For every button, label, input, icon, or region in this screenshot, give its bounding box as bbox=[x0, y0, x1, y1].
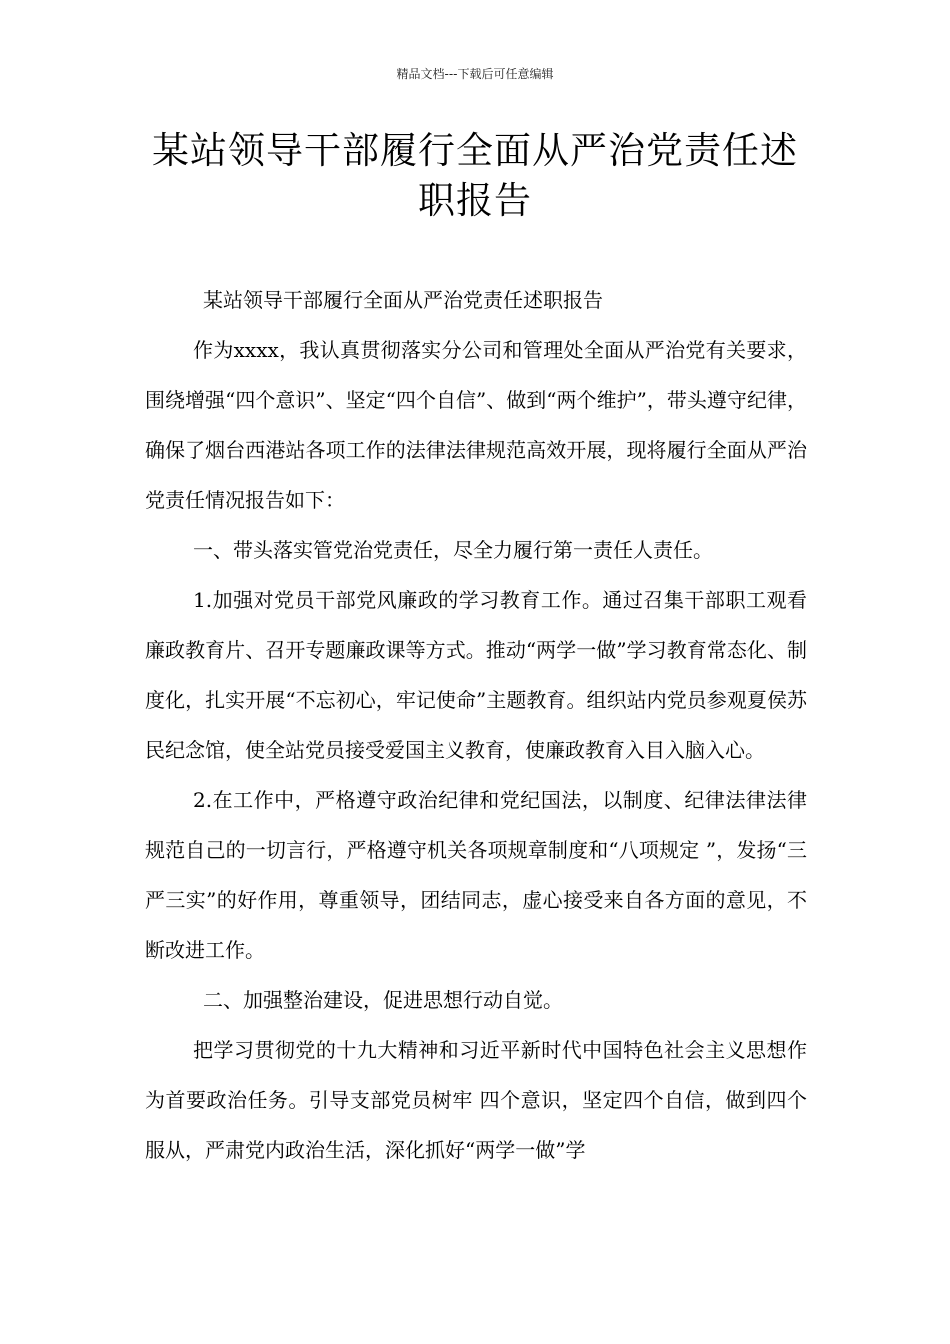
paragraph-item-2: 2.在工作中，严格遵守政治纪律和党纪国法，以制度、纪律法律法律规范自己的一切言行，严格遵守机关各项规章制度和“八项规定 ”，发扬“三严三实”的好作用，尊重领导，团结同志，虚心接受来自各方面的意见，不断改进工作。 bbox=[145, 788, 807, 962]
section-heading-1: 一、带头落实管党治党责任，尽全力履行第一责任人责任。 bbox=[193, 538, 713, 562]
paragraph-item-1: 1.加强对党员干部党风廉政的学习教育工作。通过召集干部职工观看廉政教育片、召开专题廉政课等方式。推动“两学一做”学习教育常态化、制度化，扎实开展“不忘初心，牢记使命”主题教育。组织站内党员参观夏侯苏民纪念馆，使全站党员接受爱国主义教育，使廉政教育入目入脑入心。 bbox=[145, 588, 807, 762]
paragraph-intro: 作为xxxx，我认真贯彻落实分公司和管理处全面从严治党有关要求，围绕增强“四个意识”、坚定“四个自信”、做到“两个维护”，带头遵守纪律，确保了烟台西港站各项工作的法律法律规范高效开展，现将履行全面从严治党责任情况报告如下： bbox=[145, 338, 807, 512]
document-body bbox=[145, 275, 807, 1175]
header-note: 精品文档---下载后可任意编辑 bbox=[396, 67, 554, 81]
section-heading-2: 二、加强整治建设，促进思想行动自觉。 bbox=[203, 988, 563, 1012]
body-subtitle: 某站领导干部履行全面从严治党责任述职报告 bbox=[203, 288, 603, 312]
document-title: 某站领导干部履行全面从严治党责任述职报告 bbox=[152, 129, 798, 222]
paragraph-section-2: 把学习贯彻党的十九大精神和习近平新时代中国特色社会主义思想作为首要政治任务。引导支部党员树牢 四个意识，坚定四个自信，做到四个服从，严肃党内政治生活，深化抓好“两学一做”学 bbox=[145, 1038, 807, 1162]
